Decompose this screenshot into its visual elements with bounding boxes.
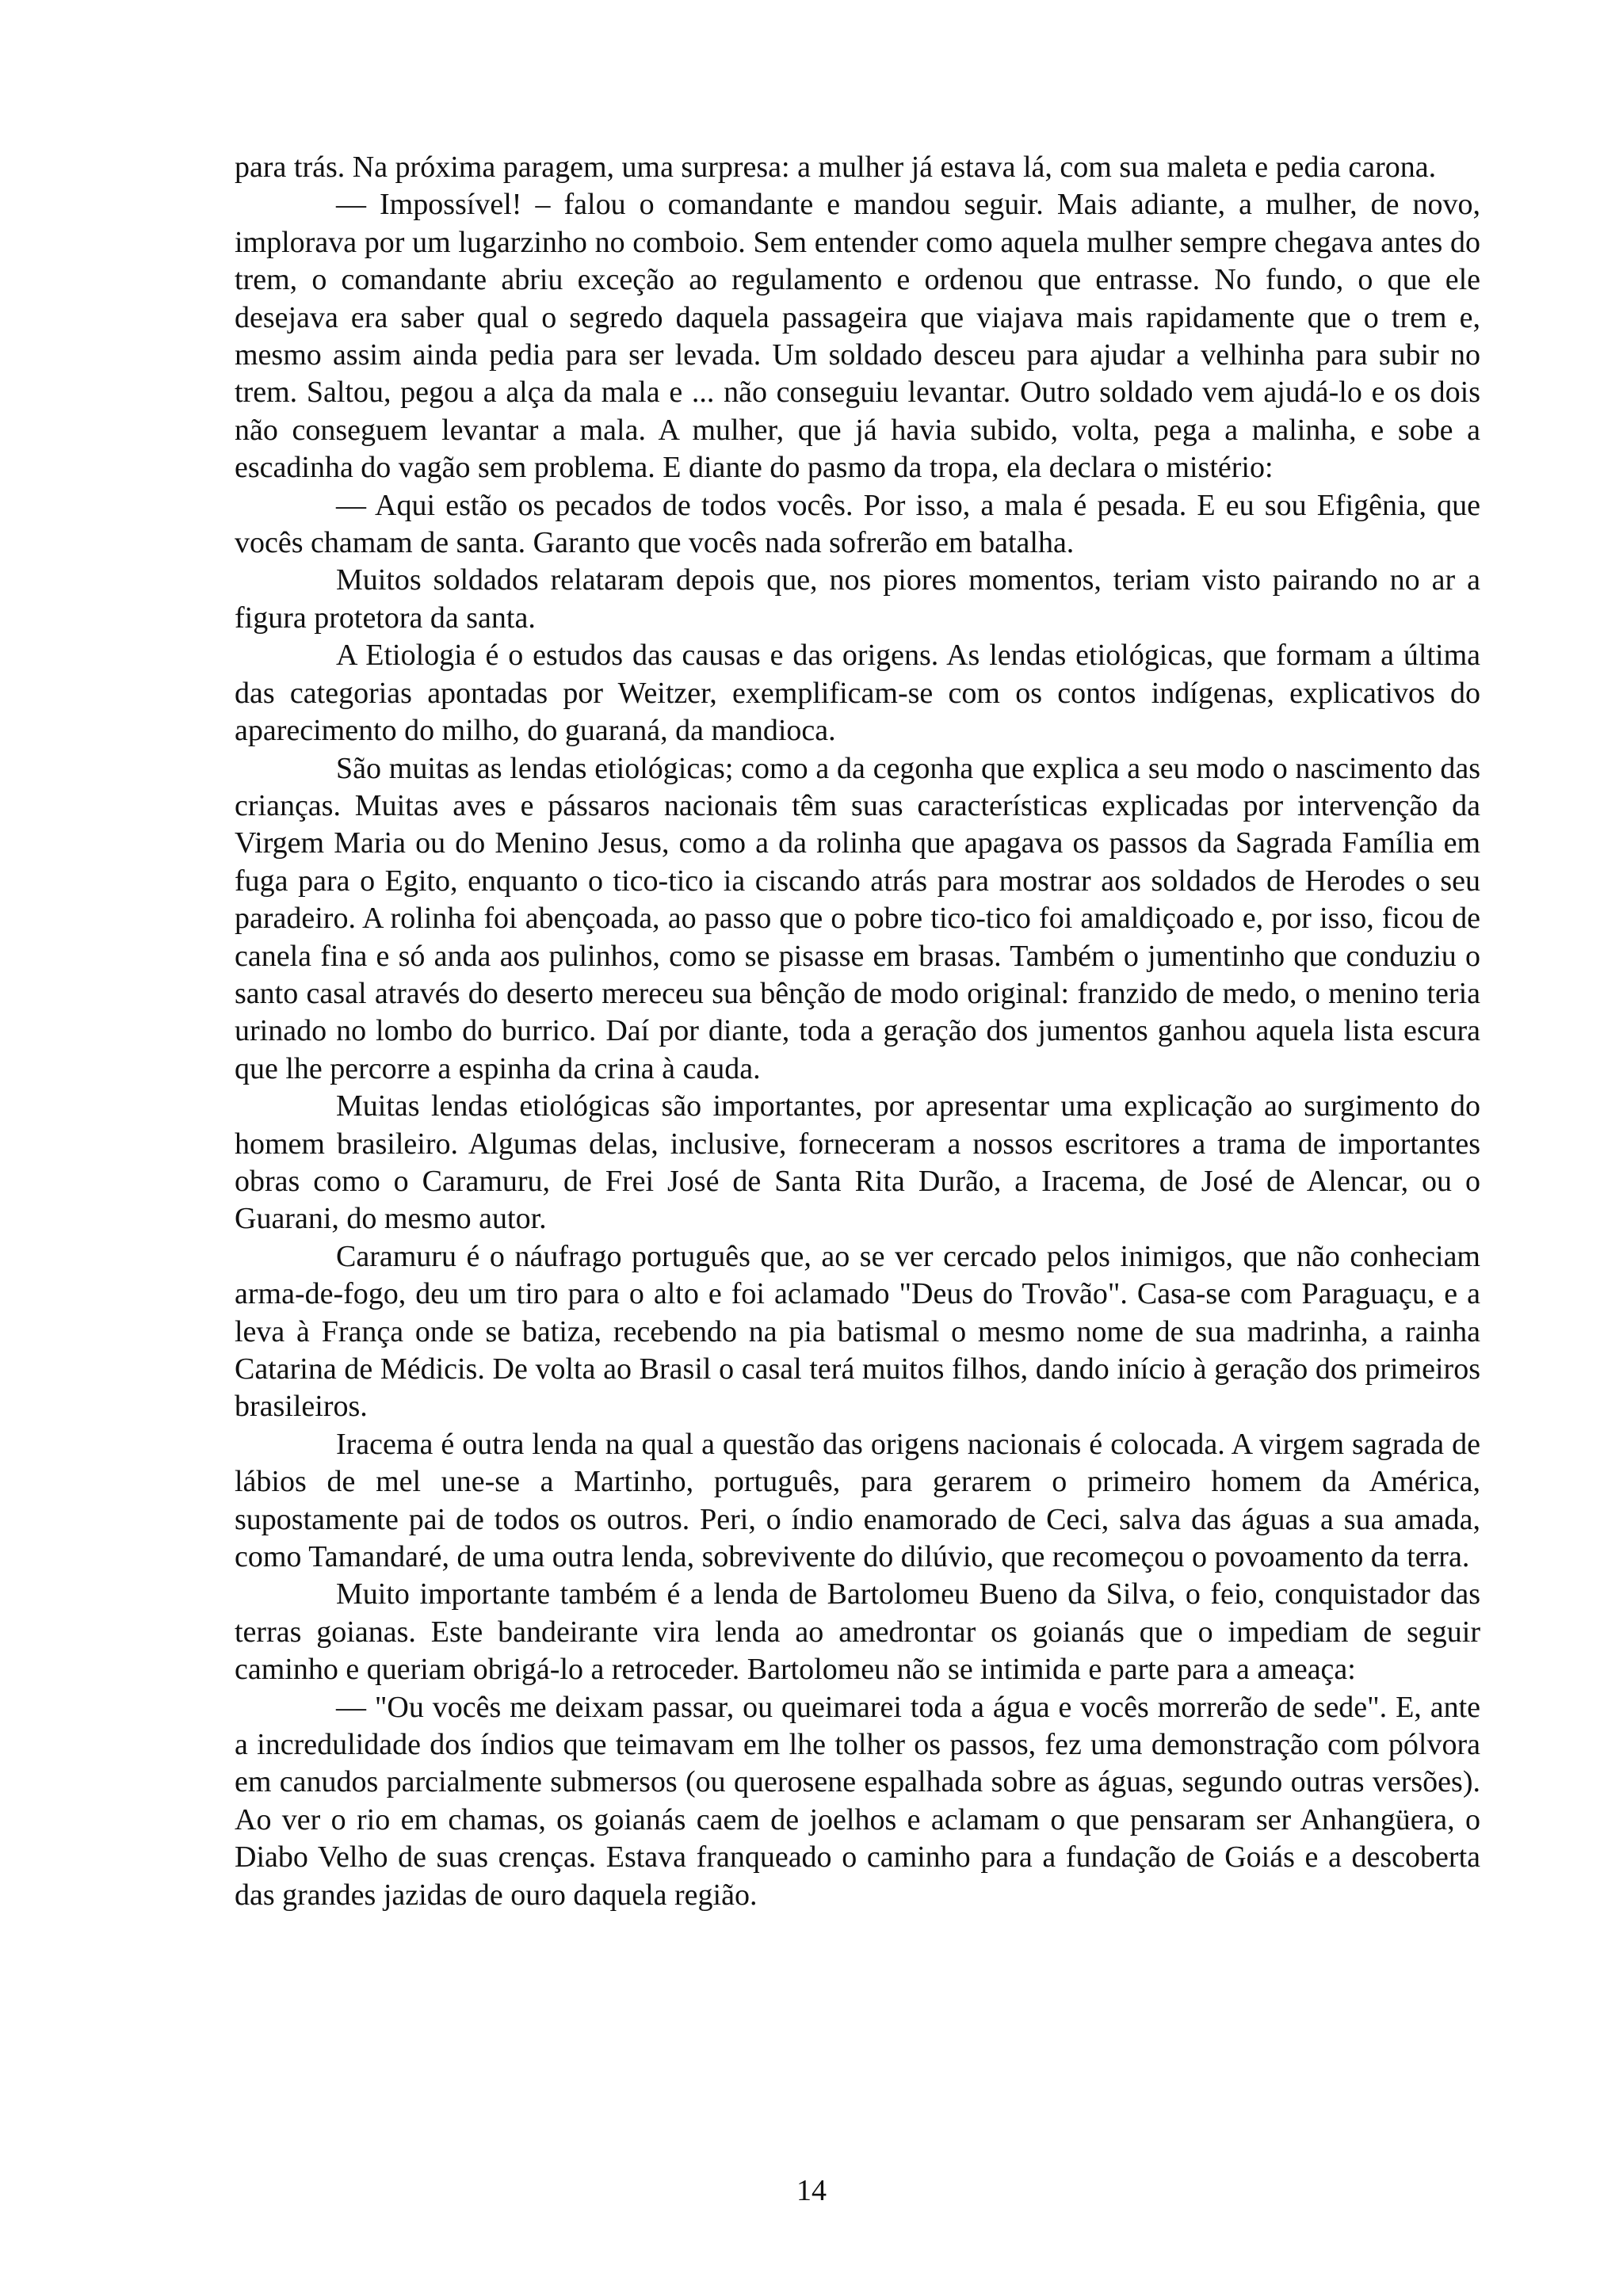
page-number: 14	[796, 2174, 827, 2207]
paragraph-iracema: Iracema é outra lenda na qual a questão das origens nacionais é colocada. A virgem sagrada de lábios de mel une-se a Martinho, português, para gerarem o primeiro homem da América, supostamente pai de todos os outros. Peri, o índio enamorado de Ceci, salva das águas a sua amada, como Tamandaré, de uma outra lenda, sobrevivente do dilúvio, que recomeçou o povoamento da terra.	[235, 1427, 1480, 1574]
document-page	[235, 149, 1480, 1914]
paragraph-etiology: A Etiologia é o estudos das causas e das origens. As lendas etiológicas, que formam a última das categorias apontadas por Weitzer, exemplificam-se com os contos indígenas, explicativos do aparecimento do milho, do guaraná, da mandioca.	[235, 639, 1480, 748]
paragraph-caramuru: Caramuru é o náufrago português que, ao se ver cercado pelos inimigos, que não conheciam arma-de-fogo, deu um tiro para o alto e foi aclamado "Deus do Trovão". Casa-se com Paraguaçu, e a leva à França onde se batiza, recebendo na pia batismal o mesmo nome de sua madrinha, a rainha Catarina de Médicis. De volta ao Brasil o casal terá muitos filhos, dando início à geração dos primeiros brasileiros.	[235, 1239, 1480, 1424]
paragraph-dialogue-commander: — Impossível! – falou o comandante e mandou seguir. Mais adiante, a mulher, de novo, implorava por um lugarzinho no comboio. Sem entender como aquela mulher sempre chegava antes do trem, o comandante abriu exceção ao regulamento e ordenou que entrasse. No fundo, o que ele desejava era saber qual o segredo daquela passageira que viajava mais rapidamente que o trem e, mesmo assim ainda pedia para ser levada. Um soldado desceu para ajudar a velhinha para subir no trem. Saltou, pegou a alça da mala e ... não conseguiu levantar. Outro soldado vem ajudá-lo e os dois não conseguem levantar a mala. A mulher, que já havia subido, volta, pega a malinha, e sobe a escadinha do vagão sem problema. E diante do pasmo da tropa, ela declara o mistério:	[235, 188, 1480, 485]
paragraph-dialogue-efigenia: — Aqui estão os pecados de todos vocês. Por isso, a mala é pesada. E eu sou Efigênia, que vocês chamam de santa. Garanto que vocês nada sofrerão em batalha.	[235, 488, 1480, 560]
paragraph-brazilian-origin: Muitas lendas etiológicas são importantes, por apresentar uma explicação ao surgimento do homem brasileiro. Algumas delas, inclusive, forneceram a nossos escritores a trama de importantes obras como o Caramuru, de Frei José de Santa Rita Durão, a Iracema, de José de Alencar, ou o Guarani, do mesmo autor.	[235, 1089, 1480, 1236]
paragraph-continuation: para trás. Na próxima paragem, uma surpresa: a mulher já estava lá, com sua maleta e pedia carona.	[235, 151, 1437, 184]
paragraph-soldiers-report: Muitos soldados relataram depois que, nos piores momentos, teriam visto pairando no ar a figura protetora da santa.	[235, 563, 1480, 635]
paragraph-bartolomeu-threat: — "Ou vocês me deixam passar, ou queimarei toda a água e vocês morrerão de sede". E, ante a incredulidade dos índios que teimavam em lhe tolher os passos, fez uma demonstração com pólvora em canudos parcialmente submersos (ou querosene espalhada sobre as águas, segundo outras versões). Ao ver o rio em chamas, os goianás caem de joelhos e aclamam o que pensaram ser Anhangüera, o Diabo Velho de suas crenças. Estava franqueado o caminho para a fundação de Goiás e a descoberta das grandes jazidas de ouro daquela região.	[235, 1690, 1480, 1912]
paragraph-bartolomeu: Muito importante também é a lenda de Bartolomeu Bueno da Silva, o feio, conquistador das terras goianas. Este bandeirante vira lenda ao amedrontar os goianás que o impediam de seguir caminho e queriam obrigá-lo a retroceder. Bartolomeu não se intimida e parte para a ameaça:	[235, 1577, 1480, 1687]
paragraph-etiological-legends: São muitas as lendas etiológicas; como a da cegonha que explica a seu modo o nascimento das crianças. Muitas aves e pássaros nacionais têm suas características explicadas por intervenção da Virgem Maria ou do Menino Jesus, como a da rolinha que apagava os passos da Sagrada Família em fuga para o Egito, enquanto o tico-tico ia ciscando atrás para mostrar aos soldados de Herodes o seu paradeiro. A rolinha foi abençoada, ao passo que o pobre tico-tico foi amaldiçoado e, por isso, ficou de canela fina e só anda aos pulinhos, como se pisasse em brasas. Também o jumentinho que conduziu o santo casal através do deserto mereceu sua bênção de modo original: franzido de medo, o menino teria urinado no lombo do burrico. Daí por diante, toda a geração dos jumentos ganhou aquela lista escura que lhe percorre a espinha da crina à cauda.	[235, 751, 1480, 1085]
